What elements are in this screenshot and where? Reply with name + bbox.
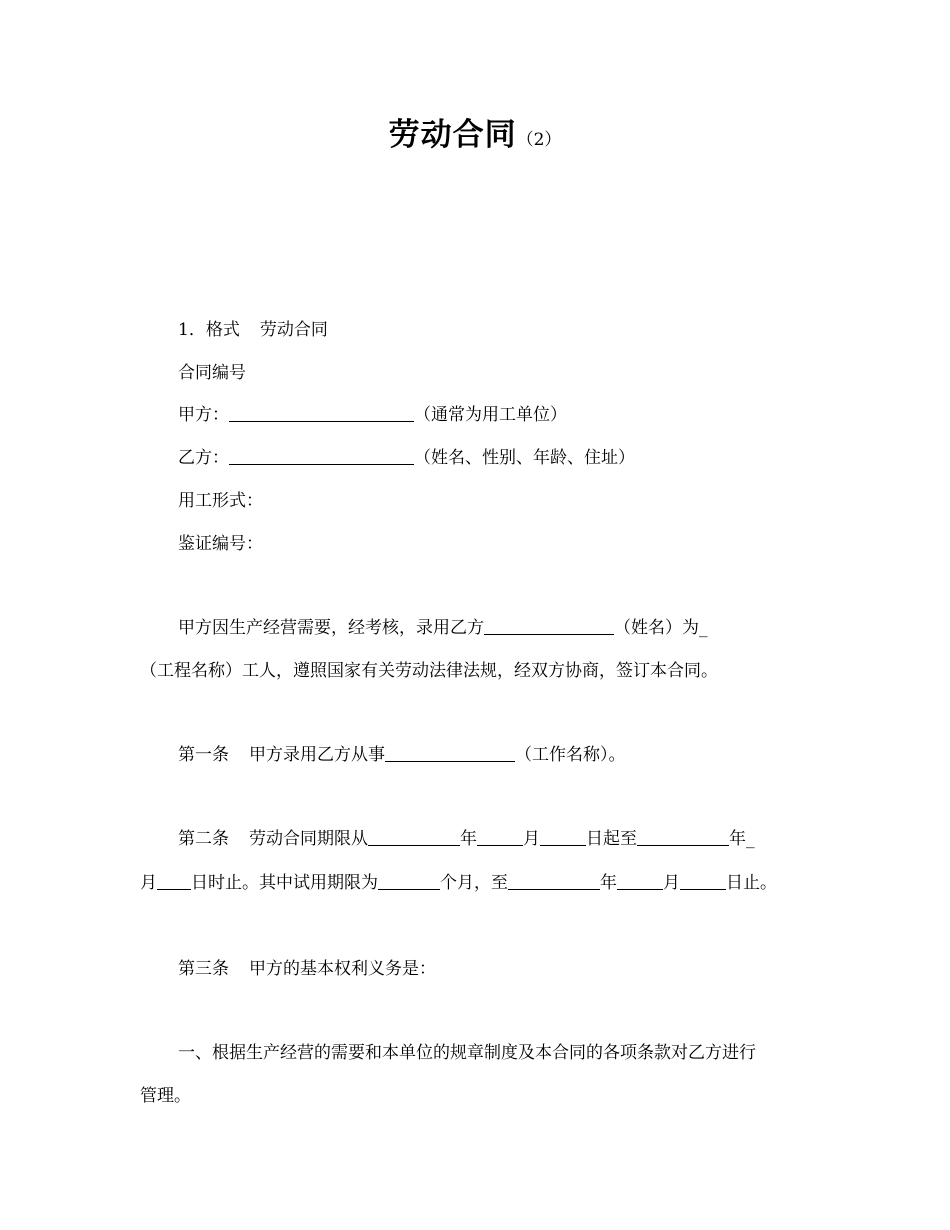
probation-day-blank[interactable] <box>680 872 726 890</box>
article-2-line2-day: 日时止。其中试用期限为 <box>191 873 378 893</box>
article-1-number: 第一条 <box>178 745 229 765</box>
employment-form-label: 用工形式： <box>178 491 263 511</box>
article-2-month: 月 <box>523 829 540 849</box>
party-a-blank[interactable] <box>229 404 414 422</box>
intro-line-2 <box>140 658 718 684</box>
article-2-line2-end: 日止。 <box>726 873 777 893</box>
article-1-text: 甲方录用乙方从事 <box>249 745 385 765</box>
party-b-note: （姓名、性别、年龄、住址） <box>414 448 635 468</box>
title-main: 劳动合同 <box>388 117 517 153</box>
clause-1-line-1 <box>178 1040 756 1066</box>
employment-form-line <box>178 488 263 514</box>
article-2-line2-month-2: 月 <box>663 873 680 893</box>
party-a-label: 甲方： <box>178 405 229 425</box>
article-2-line-1 <box>178 826 755 852</box>
article-2-day-from: 日起至 <box>586 829 637 849</box>
job-name-blank[interactable] <box>385 744 515 762</box>
start-month-blank[interactable] <box>477 828 523 846</box>
article-1 <box>178 742 626 768</box>
probation-month-blank[interactable] <box>617 872 663 890</box>
party-a-line <box>178 402 567 428</box>
clause-1-line-2 <box>140 1083 191 1109</box>
contract-no-line <box>178 360 246 386</box>
article-2-line2-months: 个月，至 <box>440 873 508 893</box>
probation-year-blank[interactable] <box>508 872 600 890</box>
article-3-number: 第三条 <box>178 959 229 979</box>
intro-line-1 <box>178 615 708 641</box>
intro-text-2: （姓名）为_ <box>614 618 708 638</box>
format-value: 劳动合同 <box>259 320 328 340</box>
article-3-text: 甲方的基本权利义务是： <box>249 959 436 979</box>
party-a-note: （通常为用工单位） <box>414 405 567 425</box>
article-3 <box>178 956 436 982</box>
article-2-text: 劳动合同期限从 <box>249 829 368 849</box>
start-day-blank[interactable] <box>540 828 586 846</box>
article-1-suffix: （工作名称）。 <box>515 745 626 765</box>
verification-no-line <box>178 531 263 557</box>
end-day-blank[interactable] <box>157 872 191 890</box>
article-2-line2-year: 年 <box>600 873 617 893</box>
article-2-number: 第二条 <box>178 829 229 849</box>
article-2-line-2 <box>140 870 777 896</box>
party-b-blank[interactable] <box>229 447 414 465</box>
end-year-blank[interactable] <box>637 828 729 846</box>
clause-1-text-1: 一、根据生产经营的需要和本单位的规章制度及本合同的各项条款对乙方进行 <box>178 1043 756 1063</box>
verification-no-label: 鉴证编号： <box>178 534 263 554</box>
clause-1-text-2: 管理。 <box>140 1086 191 1106</box>
employee-name-blank[interactable] <box>484 617 614 635</box>
intro-text-1: 甲方因生产经营需要，经考核，录用乙方 <box>178 618 484 638</box>
document-title <box>0 112 950 163</box>
start-year-blank[interactable] <box>368 828 460 846</box>
party-b-label: 乙方： <box>178 448 229 468</box>
article-2-line2-month: 月 <box>140 873 157 893</box>
probation-months-blank[interactable] <box>378 872 440 890</box>
intro-text-3: （工程名称）工人，遵照国家有关劳动法律法规，经双方协商，签订本合同。 <box>140 661 718 681</box>
article-2-year-2: 年_ <box>729 829 755 849</box>
format-label: 1．格式 <box>178 320 240 340</box>
contract-no-label: 合同编号 <box>178 363 246 383</box>
title-sub: （2） <box>516 130 562 150</box>
party-b-line <box>178 445 635 471</box>
article-2-year: 年 <box>460 829 477 849</box>
format-line <box>178 317 328 343</box>
